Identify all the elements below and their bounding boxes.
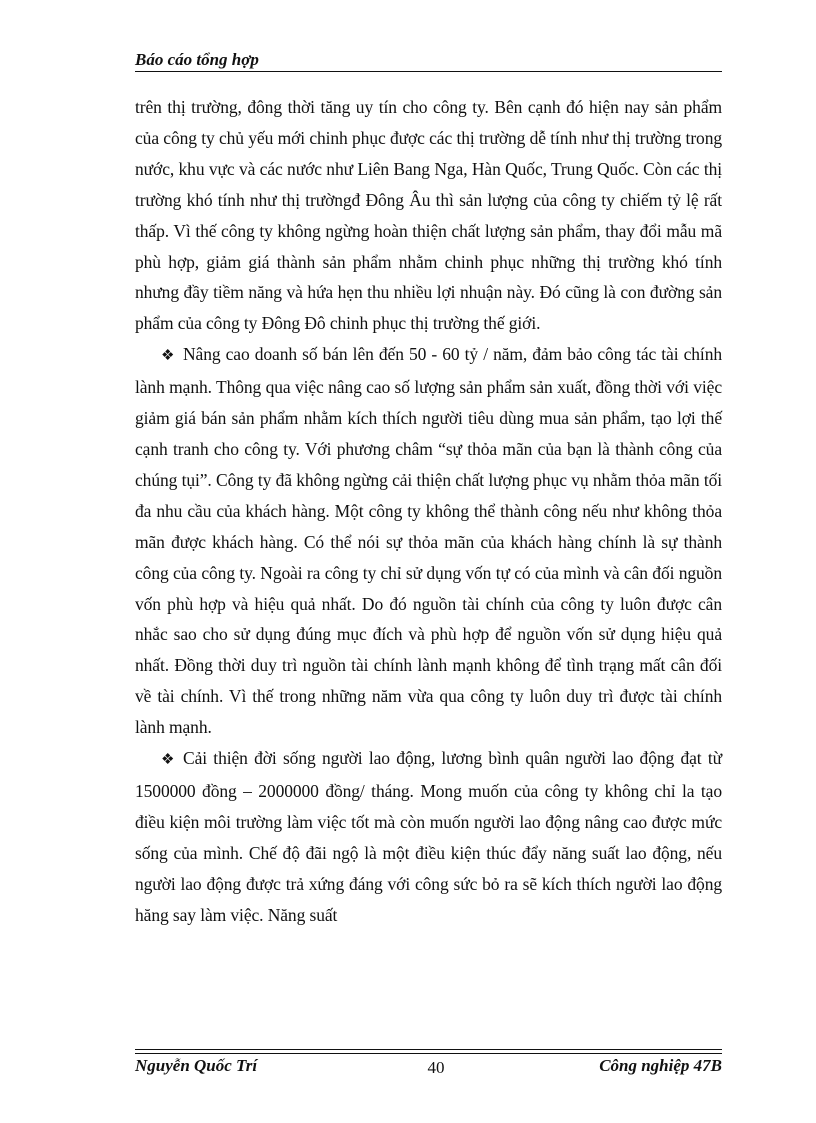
diamond-bullet-icon: ❖ (161, 752, 175, 769)
paragraph-3-text: Cải thiện đời sống người lao động, lương bình quân người lao động đạt từ 1500000 đồng – 2000000 đồng/ tháng. Mong muốn của công ty không chỉ la tạo điều kiện môi trường làm việc tốt mà còn muốn người lao động nâng cao được mức sống của mình. Chế độ đãi ngộ là một điều kiện thúc đẩy năng suất lao động, nếu người lao động được trả xứng đáng với công sức bỏ ra sẽ kích thích người lao động hăng say làm việc. Năng suất (135, 748, 722, 925)
footer-author: Nguyễn Quốc Trí (135, 1056, 258, 1075)
header-divider (135, 71, 722, 72)
document-body (135, 92, 722, 930)
footer-divider-thick (135, 1049, 722, 1050)
paragraph-2-text: Nâng cao doanh số bán lên đến 50 - 60 tỷ / năm, đảm bảo công tác tài chính lành mạnh. Thông qua việc nâng cao số lượng sản phẩm sản xuất, đồng thời với việc giảm giá bán sản phẩm nhằm kích thích người tiêu dùng mua sản phẩm, tạo lợi thế cạnh tranh cho công ty. Với phương châm “sự thỏa mãn của bạn là thành công của chúng tụi”. Công ty đã không ngừng cải thiện chất lượng phục vụ nhằm thỏa mãn tối đa nhu cầu của khách hàng. Một công ty không thể thành công nếu như không thỏa mãn được khách hàng. Có thể nói sự thỏa mãn của khách hàng chính là sự thành công của công ty. Ngoài ra công ty chỉ sử dụng vốn tự có của mình và cân đối nguồn vốn phù hợp và hiệu quả nhất. Do đó nguồn tài chính của công ty luôn được cân nhắc sao cho sử dụng đúng mục đích và phù hợp để nguồn vốn sử dụng hiệu quả nhất. Đồng thời duy trì nguồn tài chính lành mạnh không để tình trạng mất cân đối về tài chính. Vì thế trong những năm vừa qua công ty luôn duy trì được tài chính lành mạnh. (135, 344, 722, 738)
footer-divider-thin (135, 1053, 722, 1054)
bullet-paragraph-3 (135, 743, 722, 930)
diamond-bullet-icon: ❖ (161, 348, 175, 365)
paragraph-1: trên thị trường, đông thời tăng uy tín cho công ty. Bên cạnh đó hiện nay sản phẩm của công ty chủ yếu mới chinh phục được các thị trường dễ tính như thị trường trong nước, khu vực và các nước như Liên Bang Nga, Hàn Quốc, Trung Quốc. Còn các thị trường khó tính như thị trườngđ Đông Âu thì sản lượng của công ty chiếm tỷ lệ rất thấp. Vì thế công ty không ngừng hoàn thiện chất lượng sản phẩm, thay đổi mẫu mã phù hợp, giảm giá thành sản phẩm nhằm chinh phục những thị trường khó tính nhưng đầy tiềm năng và hứa hẹn thu nhiều lợi nhuận này. Đó cũng là con đường sản phẩm của công ty Đông Đô chinh phục thị trường thế giới. (135, 97, 722, 334)
page-number: 40 (427, 1058, 445, 1077)
page-header-title: Báo cáo tổng hợp (135, 50, 259, 69)
footer-class: Công nghiệp 47B (599, 1056, 722, 1075)
bullet-paragraph-2 (135, 339, 722, 743)
